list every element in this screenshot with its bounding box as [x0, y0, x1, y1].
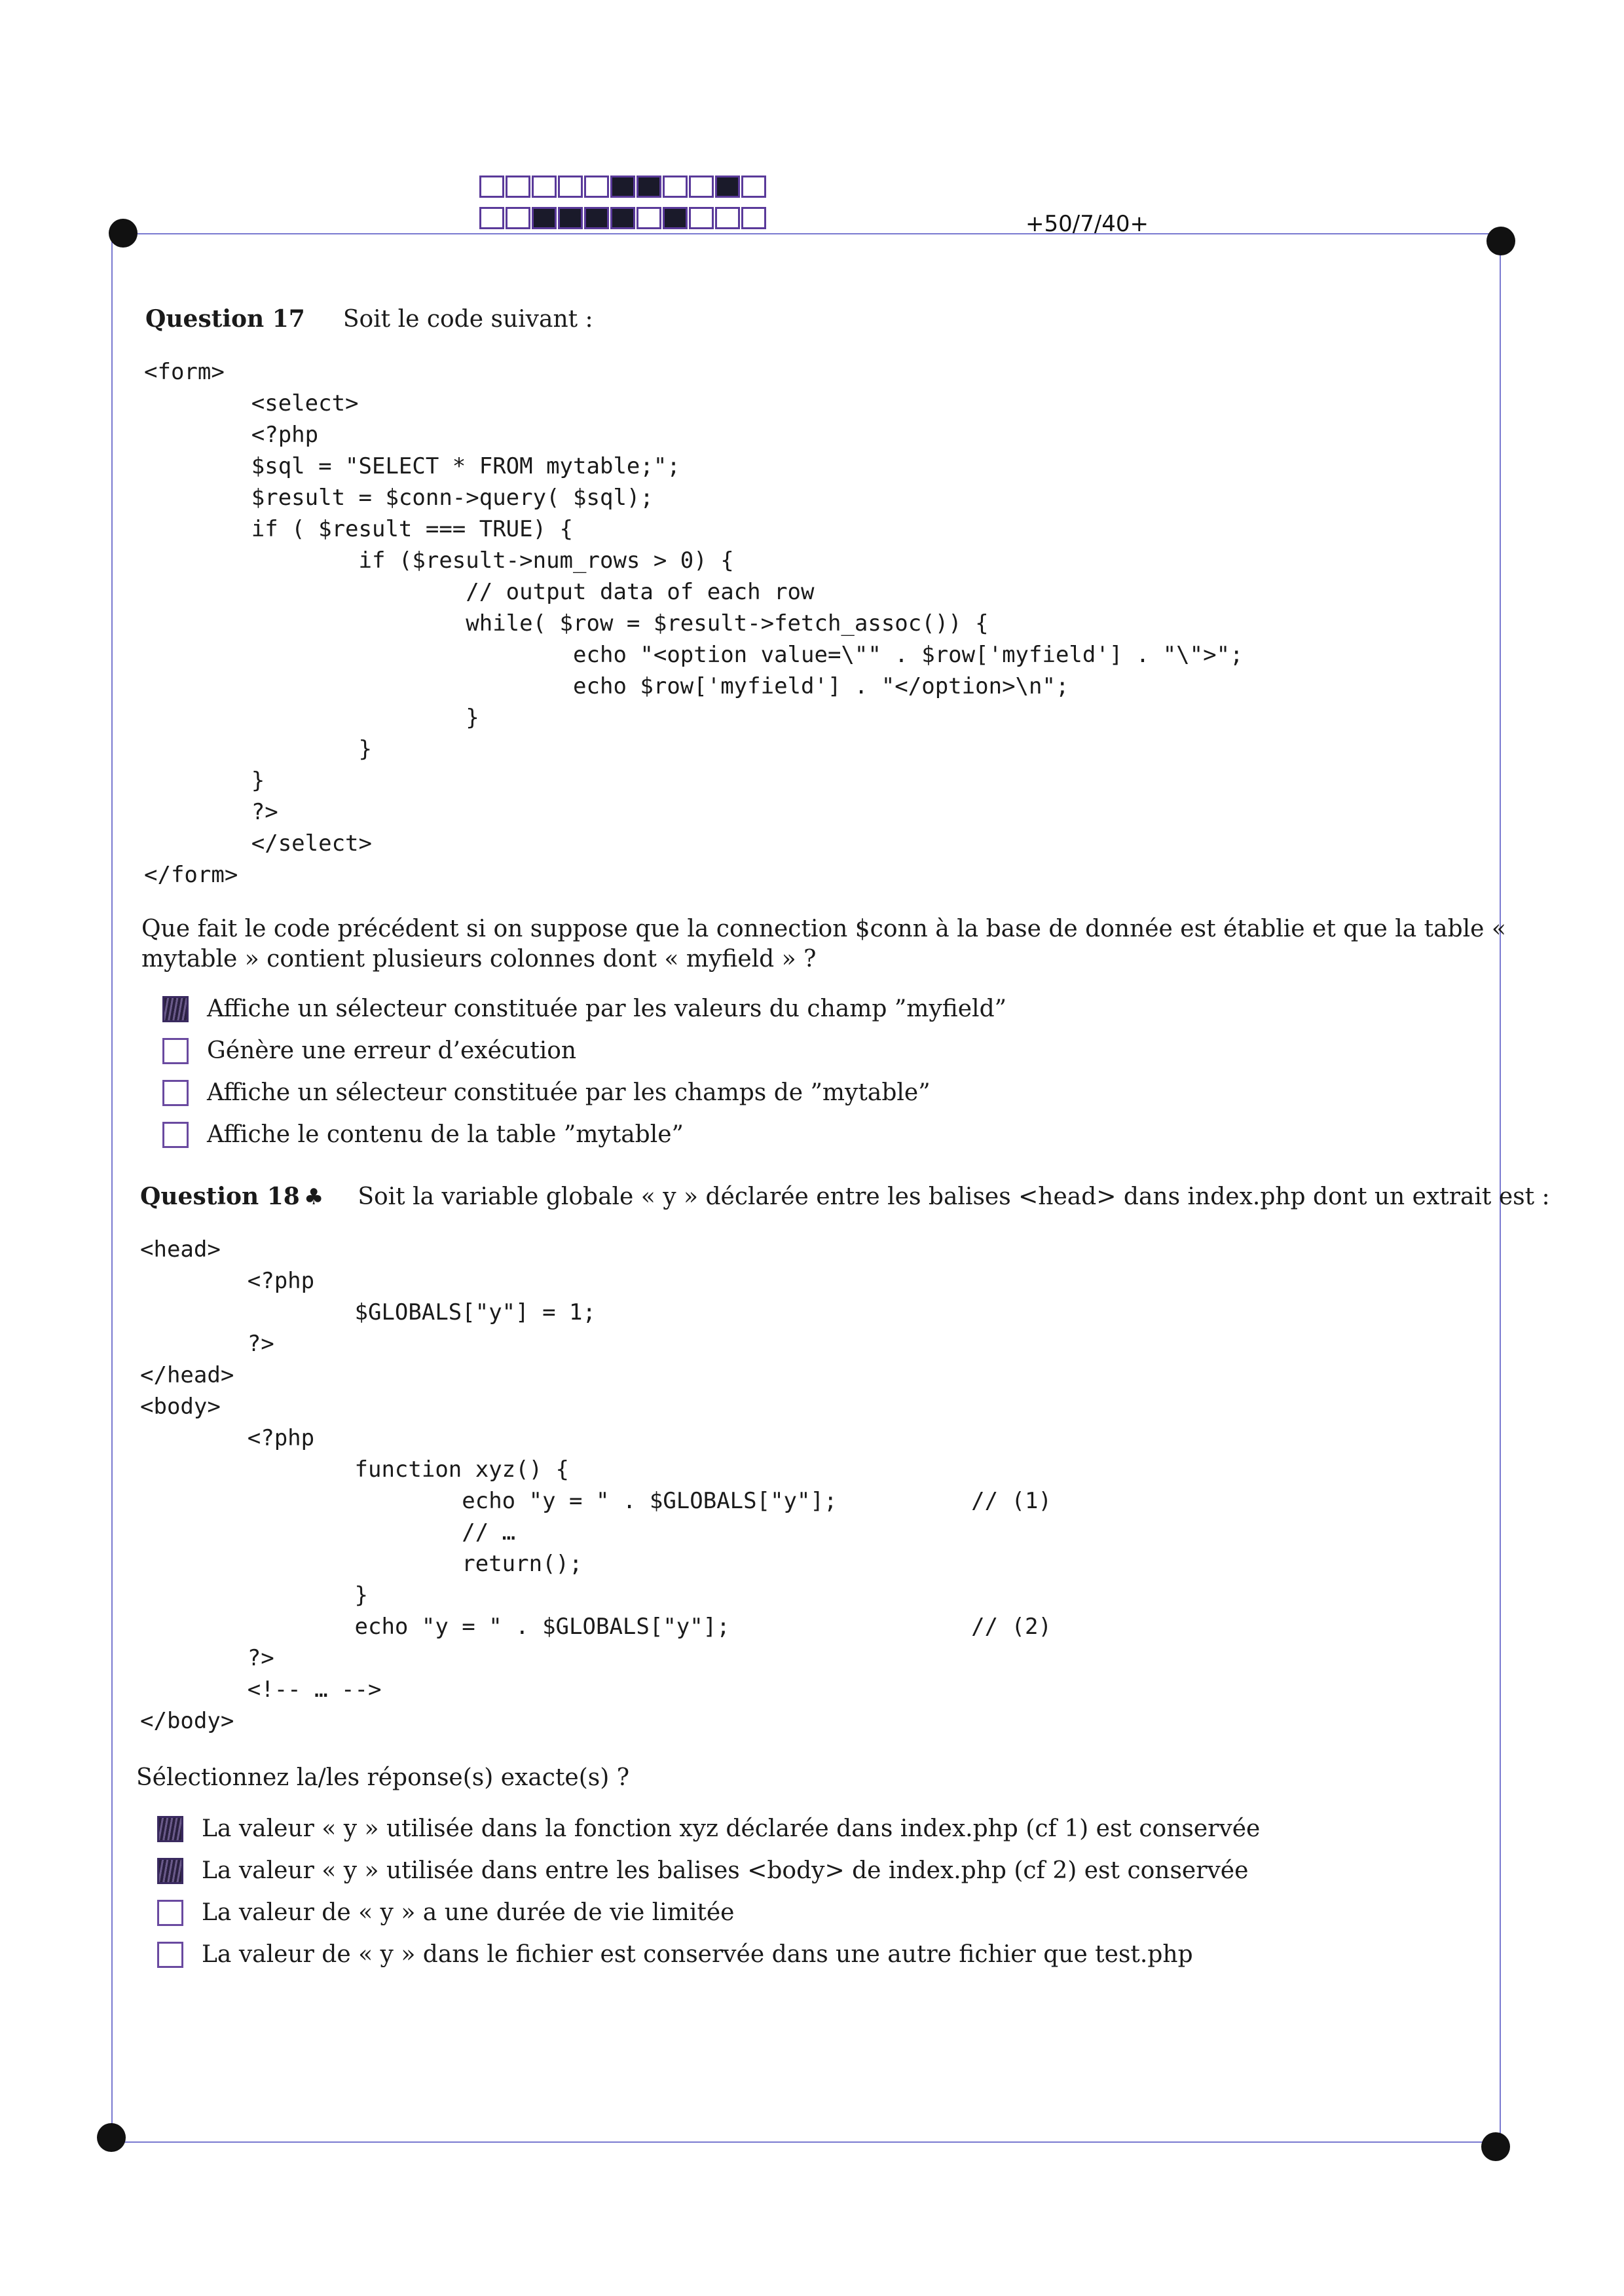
barcode-row-1 — [479, 176, 767, 198]
question-17-text: Que fait le code précédent si on suppose que la connection $conn à la base de donnée est établie et que la table « mytable » contient plusieurs colonnes dont « myfield » ? — [141, 916, 1506, 972]
checkbox[interactable] — [157, 1900, 183, 1926]
q18-option-1[interactable] — [157, 1815, 1260, 1842]
q17-option-1[interactable] — [162, 995, 1006, 1022]
barcode-cell — [506, 207, 530, 229]
checkbox[interactable] — [162, 1122, 189, 1148]
barcode-cell — [532, 207, 557, 229]
option-label: La valeur de « y » dans le fichier est conservée dans une autre fichier que test.php — [202, 1941, 1193, 1968]
corner-marker-top-left — [109, 219, 138, 248]
question-18-text: Sélectionnez la/les réponse(s) exacte(s) ? — [136, 1764, 630, 1791]
question-17-code: <form> <select> <?php $sql = "SELECT * FROM mytable;"; $result = $conn->query( $sql); if ( $result === TRUE) { if ($result->num_rows > 0) { // output data of each row while( $row = $result->fetch_assoc()) { echo "<option value=\"" . $row['myfield'] . "\">"; echo $row['myfield'] . "</option>\n"; } } } ?> </select> </form> — [144, 359, 1244, 888]
checkbox[interactable] — [162, 1038, 189, 1064]
page-code: +50/7/40+ — [1025, 211, 1149, 237]
option-label: Affiche un sélecteur constituée par les valeurs du champ ”myfield” — [207, 995, 1007, 1022]
checkbox[interactable] — [157, 1858, 183, 1884]
corner-marker-bottom-left — [97, 2123, 126, 2152]
barcode-cell — [637, 207, 661, 229]
checkbox[interactable] — [162, 1080, 189, 1106]
checkbox[interactable] — [157, 1816, 183, 1842]
question-18-code: <head> <?php $GLOBALS["y"] = 1; ?> </head> <body> <?php function xyz() { echo "y = " . $GLOBALS["y"]; // (1) // … return(); } echo "y = " . $GLOBALS["y"]; // (2) ?> <!-- … --> </body> — [140, 1236, 1052, 1734]
barcode-row-2 — [479, 207, 767, 229]
barcode-cell — [689, 176, 714, 198]
barcode-cell — [479, 207, 504, 229]
barcode-cell — [479, 176, 504, 198]
barcode-cell — [663, 176, 688, 198]
barcode-cell — [610, 176, 635, 198]
option-label: Affiche le contenu de la table ”mytable” — [207, 1121, 684, 1148]
barcode-cell — [741, 207, 766, 229]
barcode-cell — [663, 207, 688, 229]
barcode-cell — [610, 207, 635, 229]
option-label: La valeur « y » utilisée dans la fonction xyz déclarée dans index.php (cf 1) est conservée — [202, 1815, 1261, 1842]
barcode-cell — [506, 176, 530, 198]
q17-option-2[interactable] — [162, 1037, 576, 1064]
corner-marker-bottom-right — [1481, 2132, 1510, 2161]
barcode-cell — [715, 207, 740, 229]
multiple-answer-club-icon: ♣ — [303, 1184, 324, 1210]
barcode-cell — [715, 176, 740, 198]
barcode-cell — [558, 207, 583, 229]
option-label: La valeur de « y » a une durée de vie limitée — [202, 1899, 735, 1926]
q18-option-2[interactable] — [157, 1857, 1248, 1884]
barcode-cell — [558, 176, 583, 198]
q18-option-3[interactable] — [157, 1899, 734, 1926]
barcode-cell — [637, 176, 661, 198]
barcode-cell — [532, 176, 557, 198]
q17-option-4[interactable] — [162, 1121, 684, 1148]
question-18-header — [140, 1183, 1550, 1210]
question-number: Question 18 — [140, 1183, 300, 1210]
question-17-header — [145, 305, 593, 333]
checkbox[interactable] — [162, 996, 189, 1022]
corner-marker-top-right — [1486, 227, 1515, 255]
question-intro: Soit le code suivant : — [342, 306, 593, 333]
q18-option-4[interactable] — [157, 1941, 1193, 1968]
barcode-cell — [689, 207, 714, 229]
barcode-cell — [584, 176, 609, 198]
option-label: Affiche un sélecteur constituée par les champs de ”mytable” — [207, 1079, 931, 1106]
option-label: La valeur « y » utilisée dans entre les balises <body> de index.php (cf 2) est conservée — [202, 1857, 1249, 1884]
question-intro: Soit la variable globale « y » déclarée entre les balises <head> dans index.php dont un extrait est : — [358, 1183, 1550, 1210]
option-label: Génère une erreur d’exécution — [207, 1037, 577, 1064]
question-number: Question 17 — [145, 305, 305, 333]
barcode-cell — [584, 207, 609, 229]
q17-option-3[interactable] — [162, 1079, 931, 1106]
barcode-cell — [741, 176, 766, 198]
checkbox[interactable] — [157, 1942, 183, 1968]
